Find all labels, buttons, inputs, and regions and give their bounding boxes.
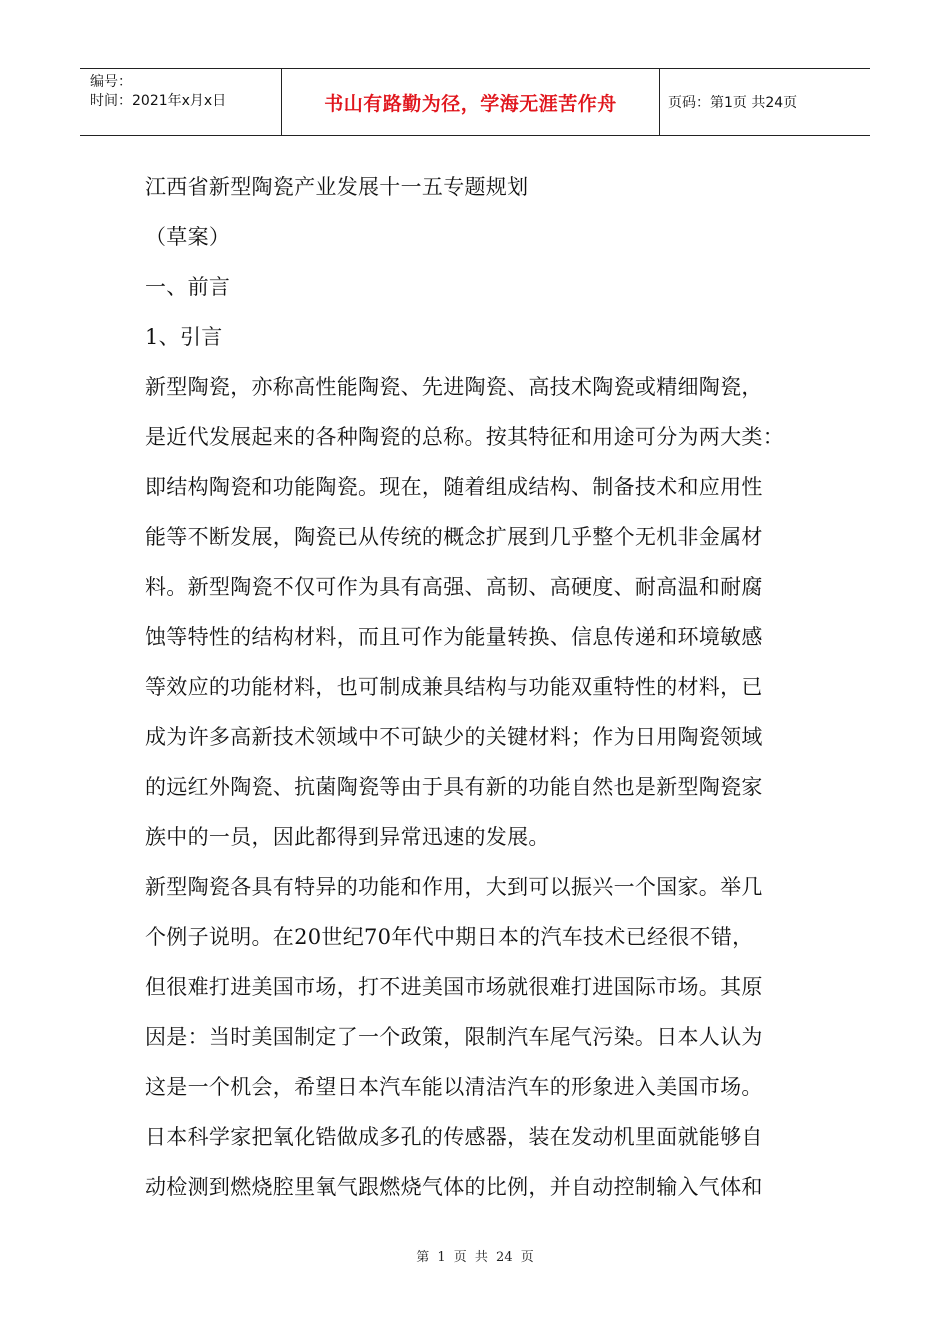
paragraph-line: 等效应的功能材料，也可制成兼具结构与功能双重特性的材料，已 [145, 675, 763, 699]
paragraph-line: 这是一个机会，希望日本汽车能以清洁汽车的形象进入美国市场。 [145, 1075, 763, 1099]
paragraph-line: 能等不断发展，陶瓷已从传统的概念扩展到几乎整个无机非金属材 [145, 525, 763, 549]
paragraph-line: 是近代发展起来的各种陶瓷的总称。按其特征和用途可分为两大类： [145, 425, 784, 449]
paragraph-line: 新型陶瓷各具有特异的功能和作用，大到可以振兴一个国家。举几 [145, 875, 763, 899]
paragraph-line: 成为许多高新技术领域中不可缺少的关键材料；作为日用陶瓷领域 [145, 725, 763, 749]
paragraph-line: 的远红外陶瓷、抗菌陶瓷等由于具有新的功能自然也是新型陶瓷家 [145, 775, 763, 799]
document-title: 江西省新型陶瓷产业发展十一五专题规划 [145, 175, 529, 199]
paragraph-line: 但很难打进美国市场，打不进美国市场就很难打进国际市场。其原 [145, 975, 763, 999]
paragraph-line: 蚀等特性的结构材料，而且可作为能量转换、信息传递和环境敏感 [145, 625, 763, 649]
subsection-heading: 1、引言 [145, 325, 223, 349]
page-info: 页码：第1页 共24页 [668, 95, 798, 111]
paragraph-line: 动检测到燃烧腔里氧气跟燃烧气体的比例，并自动控制输入气体和 [145, 1175, 763, 1199]
motto-text: 书山有路勤为径，学海无涯苦作舟 [324, 92, 617, 115]
paragraph-line: 料。新型陶瓷不仅可作为具有高强、高韧、高硬度、耐高温和耐腐 [145, 575, 763, 599]
paragraph-line: 族中的一员，因此都得到异常迅速的发展。 [145, 825, 550, 849]
footer-page-number: 第 1 页 共 24 页 [416, 1250, 534, 1265]
paragraph-line: 新型陶瓷，亦称高性能陶瓷、先进陶瓷、高技术陶瓷或精细陶瓷， [145, 375, 763, 399]
paragraph-1 [145, 362, 817, 862]
paragraph-line: 个例子说明。在20世纪70年代中期日本的汽车技术已经很不错， [145, 925, 754, 949]
document-header [80, 68, 870, 136]
document-body [145, 162, 817, 1212]
paragraph-line: 因是：当时美国制定了一个政策，限制汽车尾气污染。日本人认为 [145, 1025, 763, 1049]
time-label: 时间：2021年x月x日 [90, 93, 227, 109]
draft-note: （草案） [145, 225, 231, 249]
section-heading: 一、前言 [145, 275, 231, 299]
header-motto-cell [282, 69, 660, 135]
paragraph-2 [145, 862, 817, 1212]
number-label: 编号： [90, 74, 132, 90]
header-page-cell [660, 69, 870, 135]
paragraph-line: 日本科学家把氧化锆做成多孔的传感器，装在发动机里面就能够自 [145, 1125, 763, 1149]
page-footer [0, 1246, 950, 1265]
paragraph-line: 即结构陶瓷和功能陶瓷。现在，随着组成结构、制备技术和应用性 [145, 475, 763, 499]
header-meta-cell [80, 69, 282, 135]
